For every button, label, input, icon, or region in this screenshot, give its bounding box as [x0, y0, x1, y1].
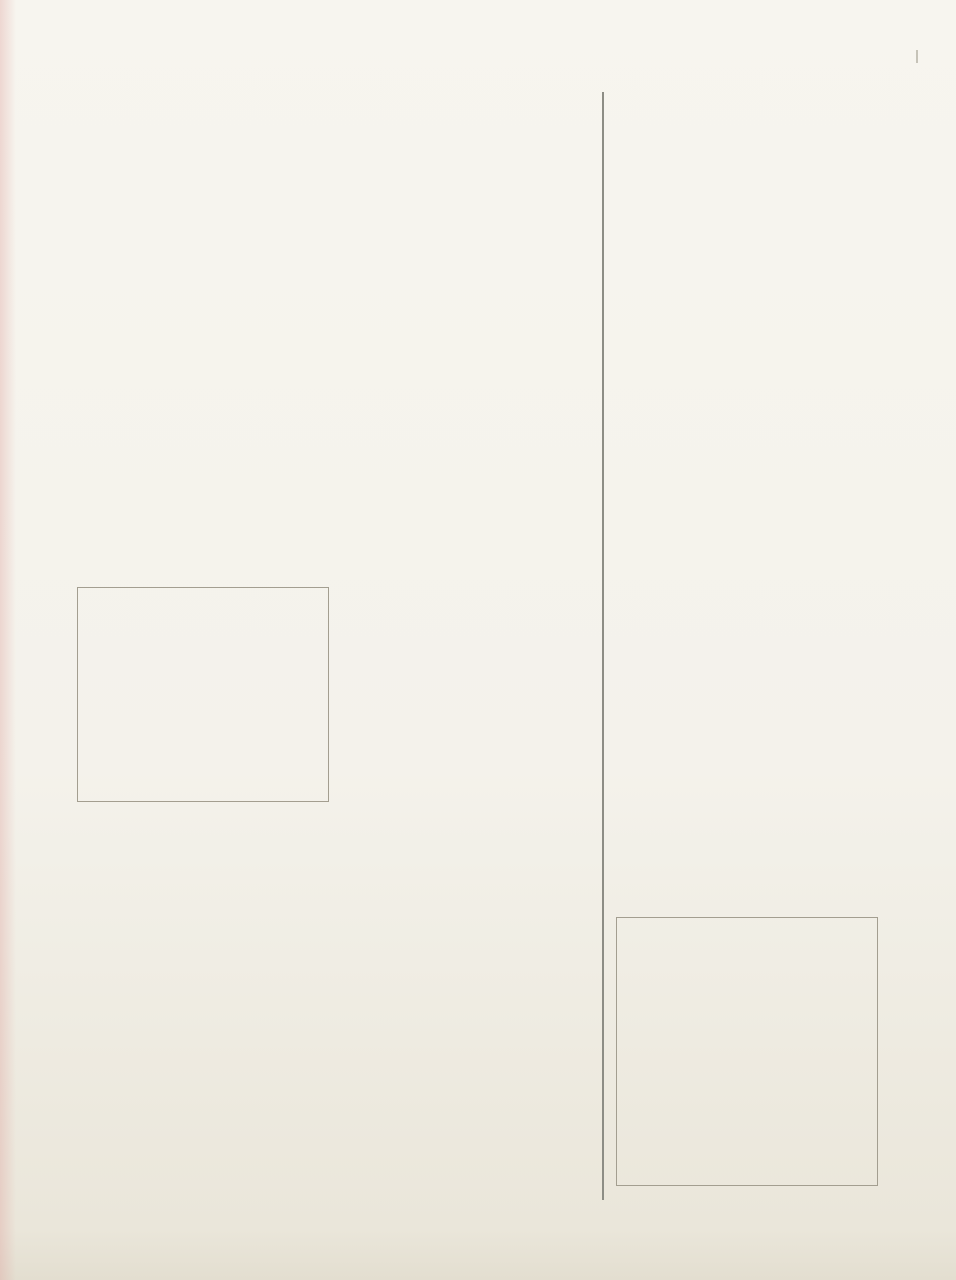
thread-divider — [0, 46, 900, 92]
left-column — [80, 808, 332, 916]
column-rule — [602, 92, 604, 1200]
right-column — [621, 88, 902, 118]
stitch-chart — [78, 93, 556, 563]
middle-column — [345, 584, 597, 608]
scissors-photo — [617, 918, 877, 1185]
margin-tick — [916, 50, 918, 63]
fabric-photo — [78, 588, 328, 801]
step-12 — [80, 808, 332, 842]
step-13 — [80, 858, 332, 892]
